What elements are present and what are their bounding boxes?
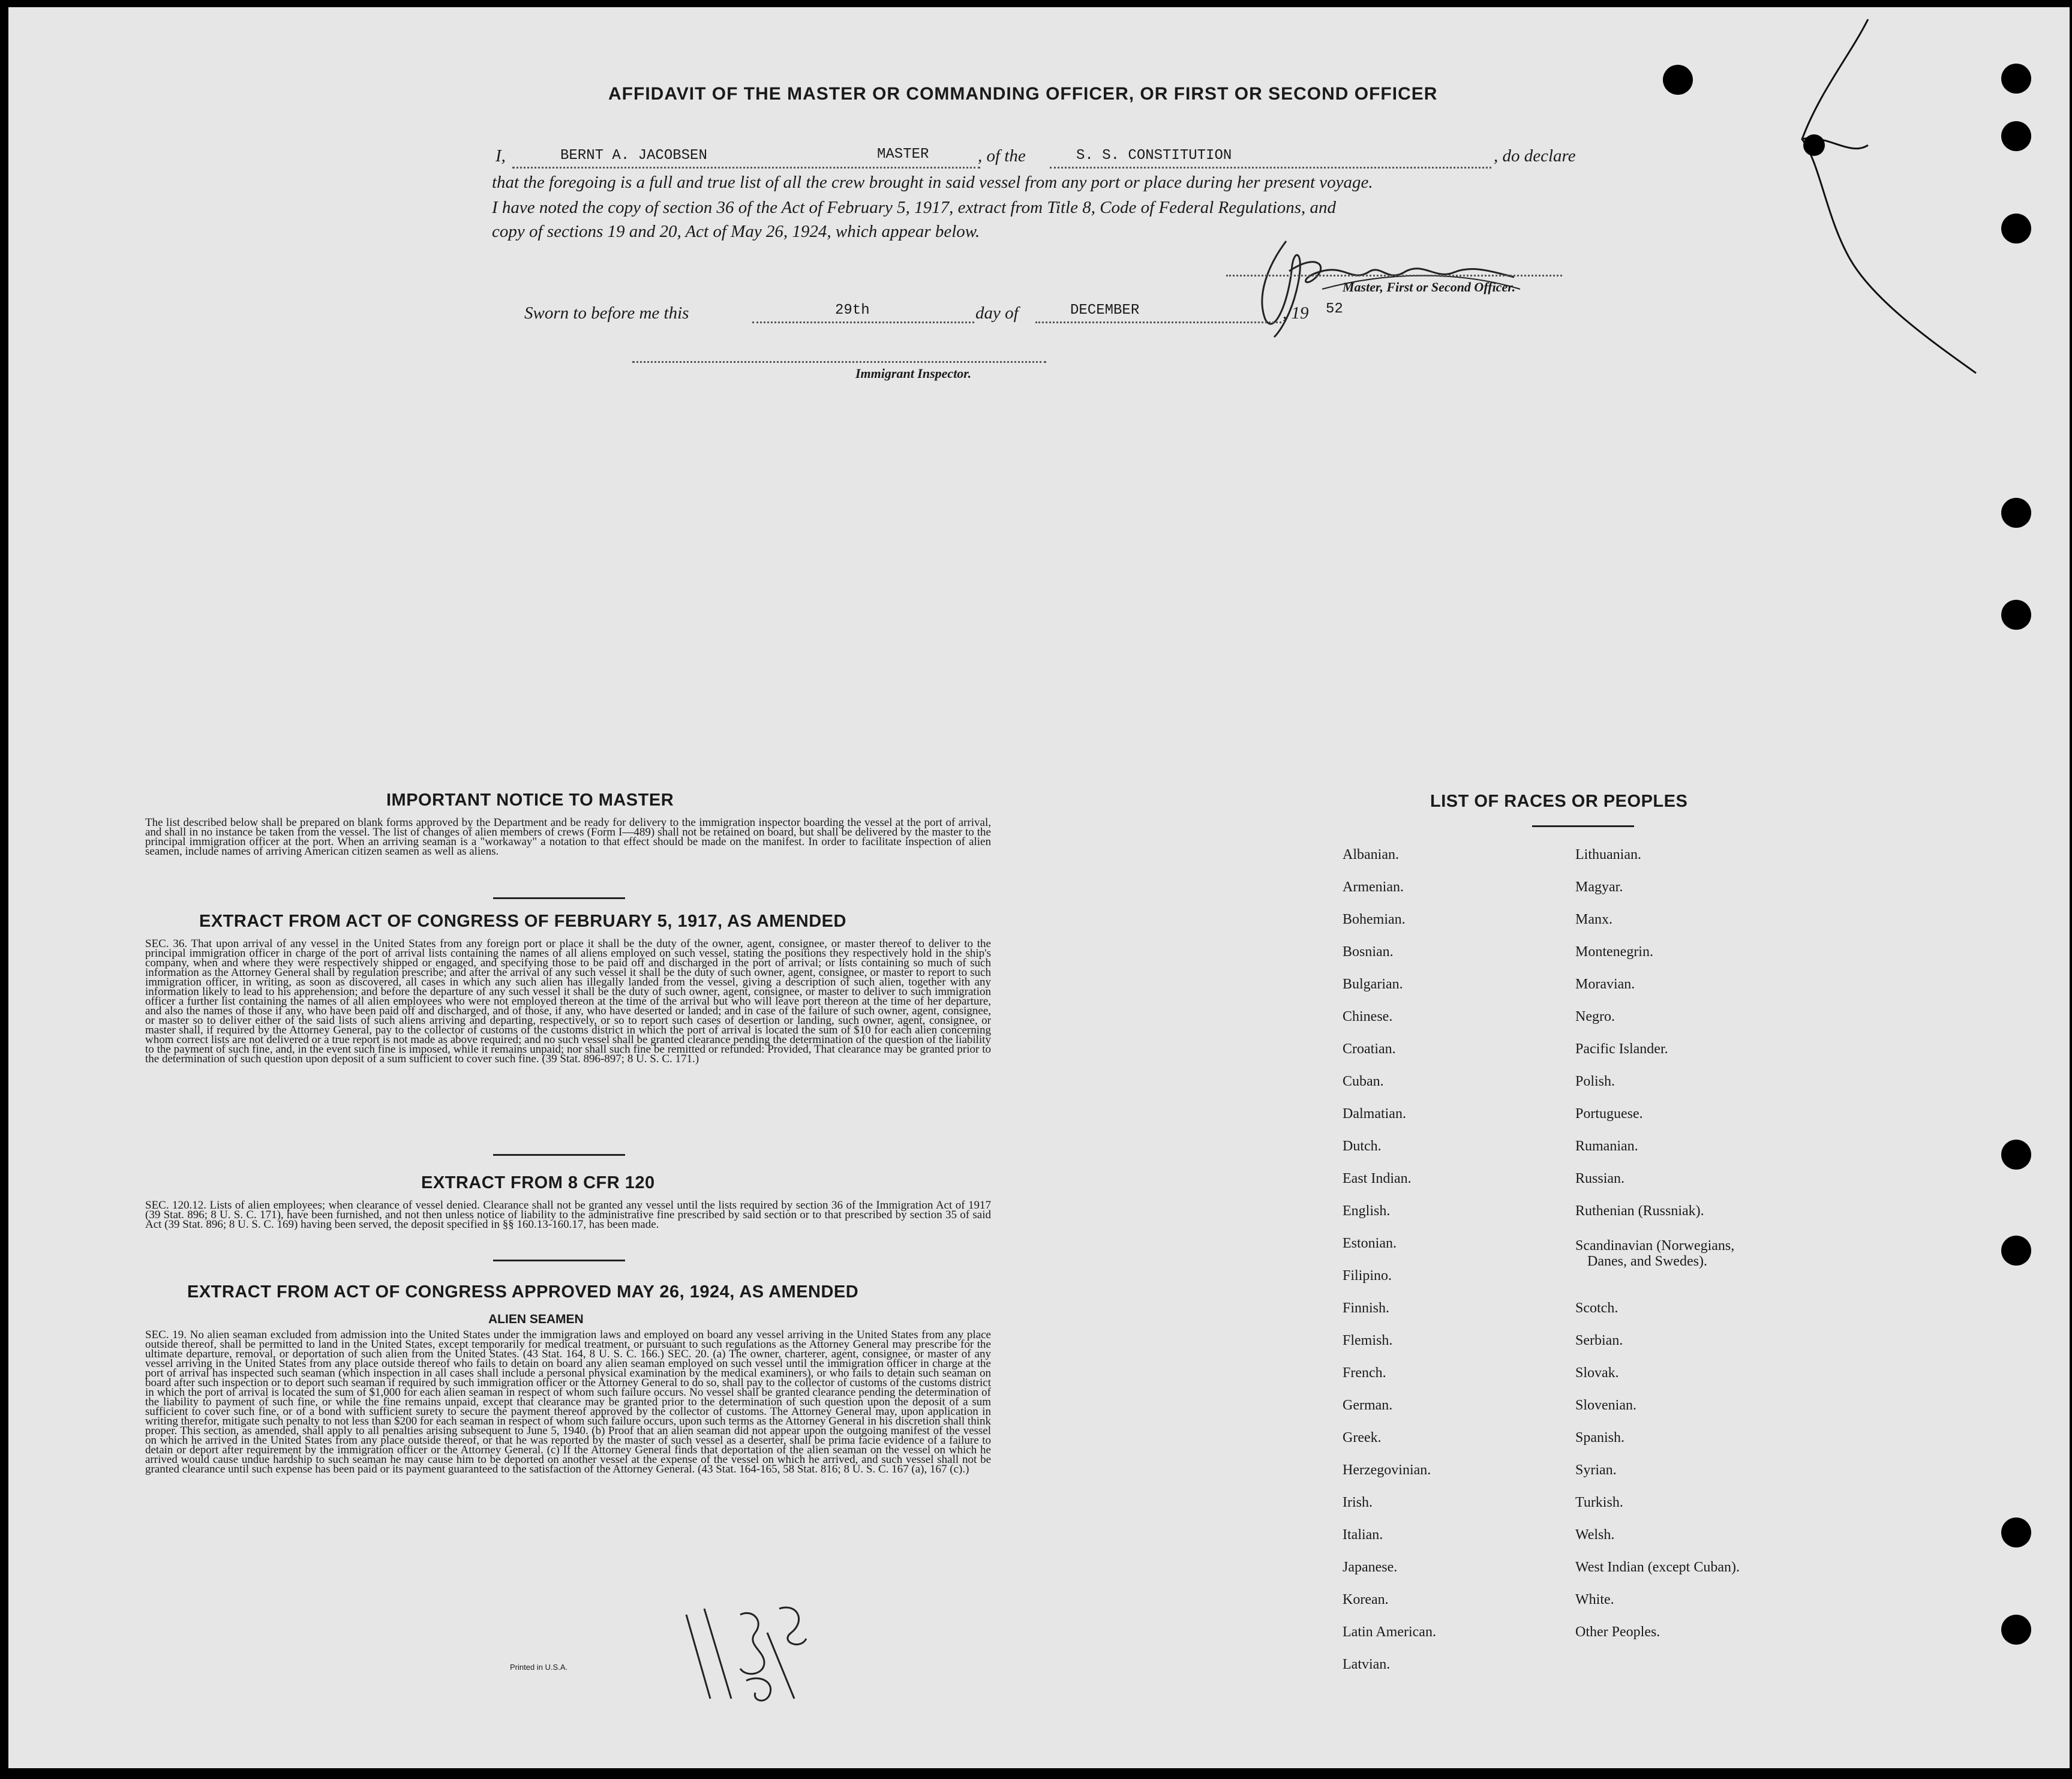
race-item: Latvian.: [1343, 1657, 1391, 1672]
rank-field: MASTER: [877, 146, 929, 163]
race-item: Other Peoples.: [1575, 1624, 1660, 1640]
vessel-field: S. S. CONSTITUTION: [1076, 148, 1232, 164]
punch-hole: [1663, 65, 1693, 95]
race-item: German.: [1343, 1398, 1393, 1413]
punch-hole: [2001, 1615, 2031, 1645]
race-item: Russian.: [1575, 1171, 1625, 1186]
race-item: Bohemian.: [1343, 912, 1406, 927]
punch-hole: [2001, 498, 2031, 528]
punch-hole: [2001, 121, 2031, 151]
day-field-line: [752, 321, 974, 323]
race-item: Negro.: [1575, 1009, 1615, 1024]
month-field: DECEMBER: [1070, 302, 1140, 318]
race-item: Syrian.: [1575, 1462, 1617, 1478]
race-item: Portuguese.: [1575, 1106, 1643, 1122]
race-item: Bulgarian.: [1343, 976, 1403, 992]
race-item: Cuban.: [1343, 1074, 1384, 1089]
race-item: White.: [1575, 1592, 1614, 1607]
race-item: Slovak.: [1575, 1365, 1619, 1381]
race-item: Scotch.: [1575, 1300, 1618, 1316]
document-page: [8, 7, 2070, 1768]
master-name-field: BERNT A. JACOBSEN: [560, 148, 707, 164]
day-of-label: day of: [975, 303, 1019, 323]
signature-label: Master, First or Second Officer.: [1343, 280, 1516, 295]
race-item: Irish.: [1343, 1495, 1373, 1510]
affidavit-i-prefix: I,: [496, 146, 506, 166]
extract-1917-body: SEC. 36. That upon arrival of any vessel in the United States from any foreign port or place it shall be the duty of the owner, agent, consignee, or master thereof to deliver to the principal immigration officer in charge of the port of arrival lists containing the names of all aliens employed on such vessel, stating the positions they respectively hold in the ship's company, when and where they were respectively shipped or engaged, and specifying those to be paid off and discharged in the port of arrival; or lists containing so much of such information as the Attorney General shall by regulation prescribe; and after the arrival of any such vessel it shall be the duty of such owner, agent, consignee, or master to report to such immigration officer, in writing, as soon as discovered, all cases in which any such alien has illegally landed from the vessel, giving a description of such alien, together with any information likely to lead to his apprehension; and before the departure of any such vessel it shall be the duty of such owner, agent, consignee, or master to deliver to such immigration officer a further list containing the names of all alien employees who were not employed thereon at the time of the arrival but who will leave port thereon at the time of her departure, and also the names of those if any, who have been paid off and discharged, and of those, if any, who have deserted or landed; and in case of the failure of such owner, agent, consignee, or master so to deliver either of the said lists of such aliens arriving and departing, respectively, or so to report such cases of desertion or landing, such owner, agent, consignee, or master shall, if required by the Attorney General, pay to the collector of customs of the customs district in which the port of arrival is located the sum of $10 for each alien concerning whom correct lists are not delivered or a true report is not made as above required; and no such vessel shall be granted clearance pending the determination of the question of the liability to the payment of such fine, and, in the event such fine is imposed, while it remains unpaid; nor shall such fine be remitted or refunded: Provided, That clearance may be granted prior to the determination of such question upon deposit of a sum sufficient to cover such fine. (39 Stat. 896-897; 8 U. S. C. 171.): [145, 937, 991, 1065]
divider: [493, 897, 625, 899]
affidavit-title: AFFIDAVIT OF THE MASTER OR COMMANDING OFFICER, OR FIRST OR SECOND OFFICER: [608, 84, 1438, 104]
paper-crack: [1784, 19, 1982, 379]
day-field: 29th: [835, 302, 870, 318]
divider: [493, 1154, 625, 1156]
race-item: Magyar.: [1575, 879, 1623, 895]
punch-hole: [2001, 64, 2031, 94]
inspector-signature-line: [632, 361, 1046, 363]
race-item: Danes, and Swedes).: [1587, 1254, 1707, 1269]
race-item: Polish.: [1575, 1074, 1615, 1089]
punch-hole: [2001, 1140, 2031, 1170]
notice-body: The list described below shall be prepared on blank forms approved by the Department and be ready for delivery to the immigration inspector boarding the vessel at the port of arrival, and shall in no instance be taken from the vessel. The list of changes of alien members of crews (Form I—489) shall not be retained on board, but shall be delivered by the master to the principal immigration officer at the port. When an arriving seaman is a "workaway" a notation to that effect should be made on the manifest. In order to facilitate inspection of alien seamen, include names of arriving American citizen seamen as well as aliens.: [145, 816, 991, 858]
race-item: Scandinavian (Norwegians,: [1575, 1238, 1735, 1254]
do-declare-label: , do declare: [1494, 146, 1576, 166]
race-item: Finnish.: [1343, 1300, 1390, 1316]
race-item: Pacific Islander.: [1575, 1041, 1668, 1057]
race-item: Slovenian.: [1575, 1398, 1636, 1413]
extract-1917-title: EXTRACT FROM ACT OF CONGRESS OF FEBRUARY 5, 1917, AS AMENDED: [199, 912, 846, 931]
extract-1924-body: SEC. 19. No alien seaman excluded from admission into the United States under the immigration laws and employed on board any vessel arriving in the United States from any place outside thereof, shall be permitted to land in the United States, except temporarily for medical treatment, or pursuant to such regulations as the Attorney General may prescribe for the ultimate departure, removal, or deportation of such alien from the United States. (43 Stat. 164, 8 U. S. C. 166.) SEC. 20. (a) The owner, charterer, agent, consignee, or master of any vessel arriving in the United States from any place outside thereof who fails to detain on board any alien seaman employed on such vessel until the immigration officer in charge at the port of arrival has inspected such seaman (which inspection in all cases shall include a personal physical examination by the medical examiners), or who fails to detain such seaman on board after such inspection or to deport such seaman if required by such immigration officer or the Attorney General to do so, shall pay to the collector of customs of the customs district in which the port of arrival is located the sum of $1,000 for each alien seaman in respect of whom such failure occurs. No vessel shall be granted clearance pending the determination of the liability to payment of such fine, or while the fine remains unpaid, except that clearance may be granted prior to the determination of such question upon the deposit of a sum sufficient to cover such fine, or of a bond with sufficient surety to secure the payment thereof approved by the collector of customs. The Attorney General may, upon application in writing therefor, mitigate such penalty to not less than $200 for each seaman in respect of whom such failure occurs, upon such terms as the Attorney General in his discretion shall think proper. This section, as amended, shall apply to all penalties arising subsequent to June 5, 1940. (b) Proof that an alien seaman did not appear upon the outgoing manifest of the vessel on which he arrived in the United States from any place outside thereof, or that he was reported by the master of such vessel as a deserter, shall be prima facie evidence of a failure to detain or deport after requirement by the immigration officer or the Attorney General. (c) If the Attorney General finds that deportation of the alien seaman on the vessel on which he arrived would cause undue hardship to such seaman he may cause him to be deported on another vessel at the expense of the vessel on which he arrived, and such vessel shall not be granted clearance until such expense has been paid or its payment guaranteed to the satisfaction of the Attorney General. (43 Stat. 164-165, 58 Stat. 816; 8 U. S. C. 167 (a), 167 (c).): [145, 1329, 991, 1476]
punch-hole: [2001, 214, 2031, 244]
race-item: Rumanian.: [1575, 1138, 1638, 1154]
punch-hole: [2001, 600, 2031, 630]
race-item: Albanian.: [1343, 847, 1399, 863]
race-item: Serbian.: [1575, 1333, 1623, 1348]
race-item: Greek.: [1343, 1430, 1382, 1446]
extract-cfr-title: EXTRACT FROM 8 CFR 120: [421, 1173, 655, 1192]
race-item: West Indian (except Cuban).: [1575, 1559, 1740, 1575]
name-field-line: [512, 167, 980, 169]
affidavit-line-2: that the foregoing is a full and true list of all the crew brought in said vessel from any port or place during her present voyage.: [492, 173, 1373, 192]
divider: [493, 1260, 625, 1261]
race-item: Latin American.: [1343, 1624, 1436, 1640]
extract-1924-subtitle: ALIEN SEAMEN: [488, 1312, 584, 1326]
sworn-prefix: Sworn to before me this: [524, 303, 689, 323]
year-field: 52: [1326, 301, 1343, 317]
race-item: English.: [1343, 1203, 1391, 1219]
race-item: Montenegrin.: [1575, 944, 1653, 960]
vessel-field-line: [1050, 167, 1491, 169]
race-item: Turkish.: [1575, 1495, 1623, 1510]
race-item: Ruthenian (Russniak).: [1575, 1203, 1704, 1219]
handwritten-marks: [674, 1597, 824, 1711]
race-item: Dalmatian.: [1343, 1106, 1406, 1122]
race-item: Filipino.: [1343, 1268, 1392, 1284]
extract-1924-title: EXTRACT FROM ACT OF CONGRESS APPROVED MAY 26, 1924, AS AMENDED: [187, 1282, 859, 1302]
race-item: Flemish.: [1343, 1333, 1393, 1348]
race-item: Moravian.: [1575, 976, 1635, 992]
affidavit-line-4: copy of sections 19 and 20, Act of May 26, 1924, which appear below.: [492, 222, 980, 241]
race-item: Spanish.: [1575, 1430, 1625, 1446]
extract-cfr-body: SEC. 120.12. Lists of alien employees; when clearance of vessel denied. Clearance shall not be granted any vessel until the lists required by section 36 of the Immigration Act of 1917 (39 Stat. 896; 8 U. S. C. 171), have been furnished, and not then unless notice of liability to the administrative fine prescribed by said section or to that prescribed by section 35 of said Act (39 Stat. 896; 8 U. S. C. 169) having been served, the deposit specified in §§ 160.13-160.17, has been made.: [145, 1199, 991, 1231]
race-item: Welsh.: [1575, 1527, 1615, 1543]
race-item: Chinese.: [1343, 1009, 1393, 1024]
inspector-label: Immigrant Inspector.: [855, 366, 972, 381]
race-item: Korean.: [1343, 1592, 1389, 1607]
race-item: Japanese.: [1343, 1559, 1398, 1575]
race-item: Herzegovinian.: [1343, 1462, 1431, 1478]
race-item: Armenian.: [1343, 879, 1404, 895]
printed-in-usa: Printed in U.S.A.: [510, 1663, 568, 1672]
of-the-label: , of the: [978, 146, 1026, 166]
year-prefix: , 19: [1283, 303, 1309, 323]
notice-title: IMPORTANT NOTICE TO MASTER: [386, 791, 674, 810]
races-title: LIST OF RACES OR PEOPLES: [1430, 792, 1688, 811]
race-item: Dutch.: [1343, 1138, 1382, 1154]
signature-line: [1226, 275, 1562, 277]
affidavit-line-3: I have noted the copy of section 36 of the Act of February 5, 1917, extract from Title 8, Code of Federal Regulations, and: [492, 198, 1337, 217]
race-item: Italian.: [1343, 1527, 1383, 1543]
race-item: Bosnian.: [1343, 944, 1394, 960]
race-item: French.: [1343, 1365, 1386, 1381]
race-item: Manx.: [1575, 912, 1612, 927]
race-item: Estonian.: [1343, 1236, 1397, 1251]
month-field-line: [1035, 321, 1281, 323]
punch-hole: [2001, 1236, 2031, 1266]
punch-hole: [2001, 1517, 2031, 1547]
race-item: Lithuanian.: [1575, 847, 1641, 863]
race-item: Croatian.: [1343, 1041, 1396, 1057]
race-item: East Indian.: [1343, 1171, 1412, 1186]
divider: [1532, 825, 1634, 827]
